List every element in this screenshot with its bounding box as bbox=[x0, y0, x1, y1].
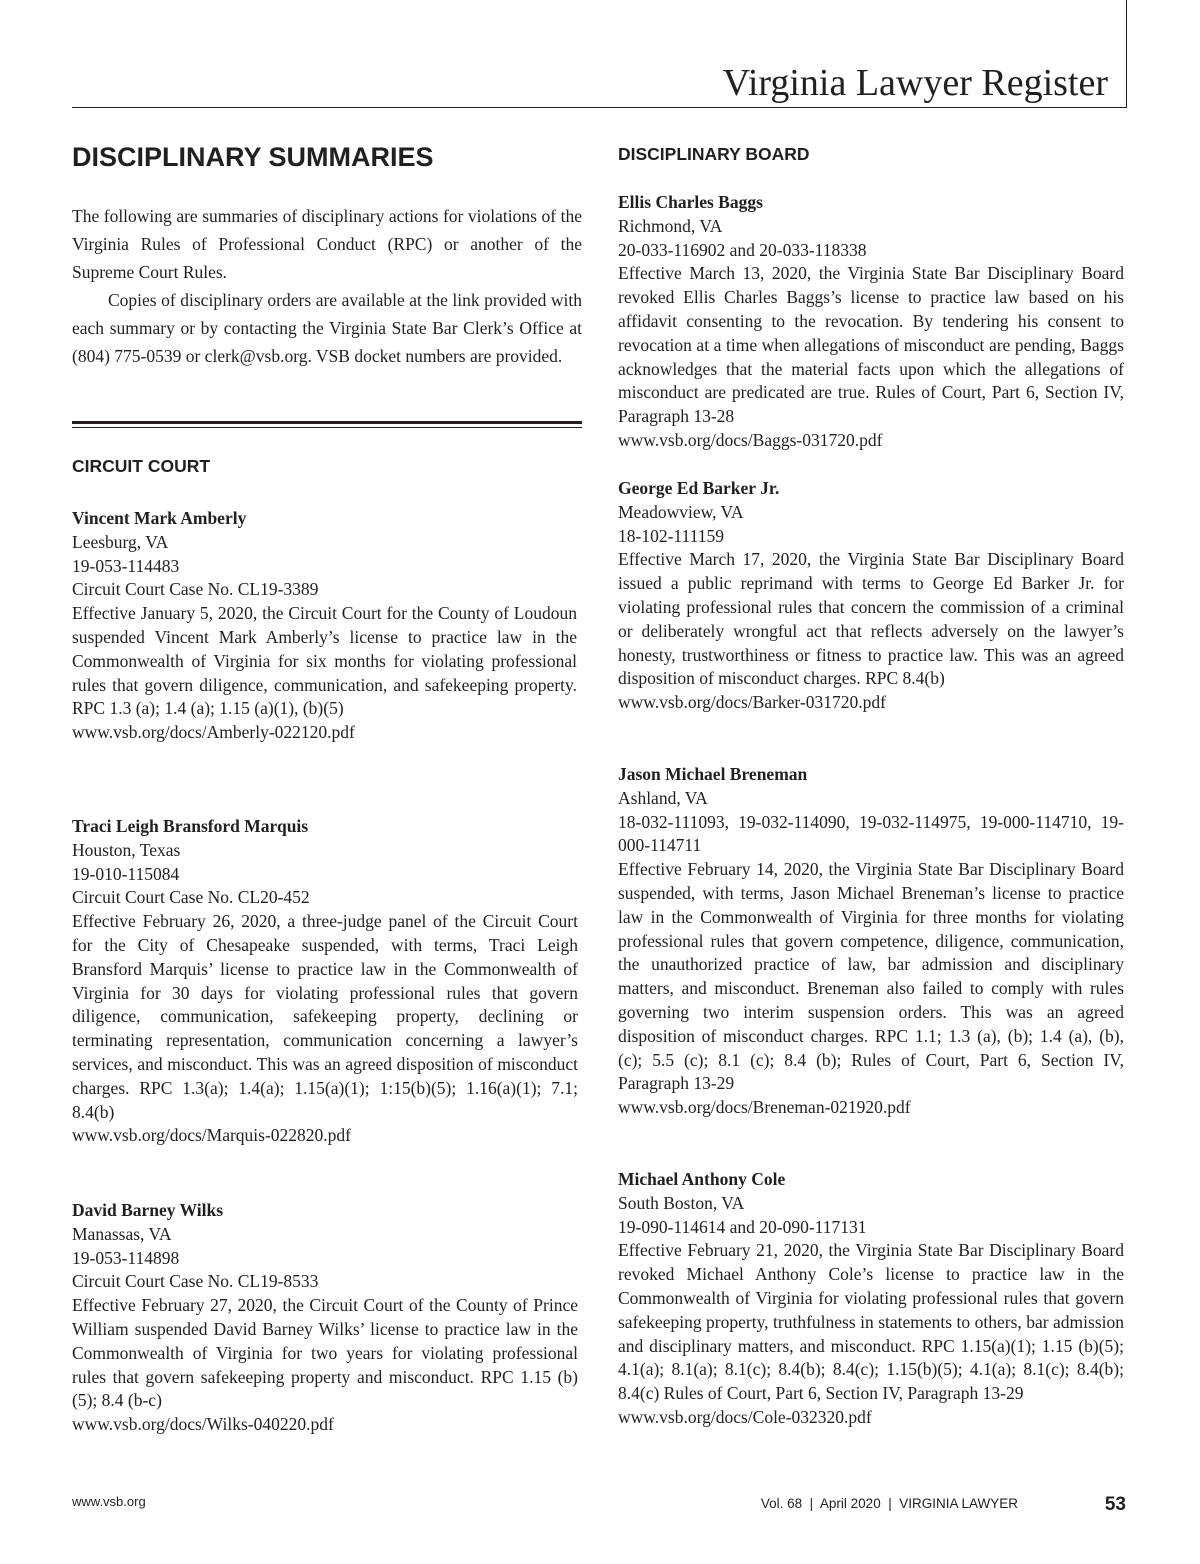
summary-text: Effective February 26, 2020, a three-judge panel of the Circuit Court for the City of Chesapeake suspended, with terms, Traci Leigh Bransford Marquis’ license to practice law in the Commonwealth of Virginia for 30 days for violating professional rules that govern diligence, communication, safekeeping property, declining or terminating representation, communication concerning a lawyer’s services, and misconduct. This was an agreed disposition of misconduct charges. RPC 1.3(a); 1.4(a); 1.15(a)(1); 1:15(b)(5); 1.16(a)(1); 7.1; 8.4(b) bbox=[72, 911, 578, 1122]
summary-text: Effective March 13, 2020, the Virginia State Bar Disciplinary Board revoked Ellis Charles Baggs’s license to practice law based on his affidavit consenting to the revocation. By tendering his consent to revocation at a time when allegations of misconduct are pending, Baggs acknowledges that the material facts upon which the allegations of misconduct are predicated are true. Rules of Court, Part 6, Section IV, Paragraph 13-28 bbox=[618, 263, 1124, 427]
order-link[interactable]: www.vsb.org/docs/Cole-032320.pdf bbox=[618, 1406, 872, 1427]
attorney-name: David Barney Wilks bbox=[72, 1200, 224, 1220]
entry-breneman bbox=[618, 763, 1124, 1120]
section-heading-disciplinary-board: DISCIPLINARY BOARD bbox=[618, 144, 810, 164]
summary-text: Effective March 17, 2020, the Virginia State Bar Disciplinary Board issued a public reprimand with terms to George Ed Barker Jr. for violating professional rules that concern the commission of a criminal or deliberately wrongful act that reflects adversely on the lawyer’s honesty, trustworthiness or fitness to practice law. This was an agreed disposition of misconduct charges. RPC 8.4(b) bbox=[618, 549, 1124, 689]
attorney-name: George Ed Barker Jr. bbox=[618, 478, 780, 498]
docket-number: 18-102-111159 bbox=[618, 525, 724, 546]
entry-barker bbox=[618, 477, 1124, 715]
attorney-name: Vincent Mark Amberly bbox=[72, 508, 247, 528]
attorney-location: Richmond, VA bbox=[618, 215, 723, 236]
case-number: Circuit Court Case No. CL20-452 bbox=[72, 887, 310, 908]
case-number: Circuit Court Case No. CL19-8533 bbox=[72, 1271, 319, 1292]
attorney-name: Traci Leigh Bransford Marquis bbox=[72, 816, 309, 836]
order-link[interactable]: www.vsb.org/docs/Barker-031720.pdf bbox=[618, 692, 886, 713]
attorney-location: Meadowview, VA bbox=[618, 501, 744, 522]
entry-amberly bbox=[72, 507, 577, 745]
docket-number: 20-033-116902 and 20-033-118338 bbox=[618, 239, 867, 260]
summary-text: Effective February 14, 2020, the Virginia State Bar Disciplinary Board suspended, with terms, Jason Michael Breneman’s license to practice law in the Commonwealth of Virginia for three months for violating professional rules that govern competence, diligence, communication, the unauthorized practice of law, bar admission and disciplinary matters, and misconduct. Breneman also failed to comply with rules governing two interim suspension orders. This was an agreed disposition of misconduct charges. RPC 1.1; 1.3 (a), (b); 1.4 (a), (b), (c); 5.5 (c); 8.1 (c); 8.4 (b); Rules of Court, Part 6, Section IV, Paragraph 13-29 bbox=[618, 859, 1124, 1094]
docket-number: 19-010-115084 bbox=[72, 863, 180, 884]
entry-baggs bbox=[618, 191, 1124, 453]
attorney-location: Leesburg, VA bbox=[72, 531, 169, 552]
attorney-location: Ashland, VA bbox=[618, 787, 708, 808]
running-title: Virginia Lawyer Register bbox=[722, 62, 1108, 104]
footer-site-link[interactable]: www.vsb.org bbox=[72, 1494, 146, 1509]
docket-number: 19-090-114614 and 20-090-117131 bbox=[618, 1216, 867, 1237]
footer-issue-info: Vol. 68 | April 2020 | VIRGINIA LAWYER bbox=[760, 1496, 1018, 1511]
docket-number: 18-032-111093, 19-032-114090, 19-032-114975, 19-000-114710, 19-000-114711 bbox=[618, 811, 1124, 856]
page-title: DISCIPLINARY SUMMARIES bbox=[72, 142, 434, 172]
intro-text bbox=[72, 202, 582, 370]
docket-number: 19-053-114898 bbox=[72, 1247, 180, 1268]
order-link[interactable]: www.vsb.org/docs/Wilks-040220.pdf bbox=[72, 1414, 334, 1435]
attorney-location: Houston, Texas bbox=[72, 839, 181, 860]
entry-cole bbox=[618, 1168, 1124, 1430]
summary-text: Effective February 27, 2020, the Circuit Court of the County of Prince William suspended David Barney Wilks’ license to practice law in the Commonwealth of Virginia for two years for violating professional rules that govern safekeeping property and misconduct. RPC 1.15 (b)(5); 8.4 (b-c) bbox=[72, 1295, 578, 1411]
section-divider bbox=[72, 421, 582, 428]
summary-text: Effective January 5, 2020, the Circuit Court for the County of Loudoun suspended Vincent Mark Amberly’s license to practice law in the Commonwealth of Virginia for six months for violating professional rules that govern diligence, communication, and safekeeping property. RPC 1.3 (a); 1.4 (a); 1.15 (a)(1), (b)(5) bbox=[72, 603, 577, 719]
order-link[interactable]: www.vsb.org/docs/Baggs-031720.pdf bbox=[618, 429, 883, 450]
order-link[interactable]: www.vsb.org/docs/Breneman-021920.pdf bbox=[618, 1097, 911, 1118]
header-horizontal-rule bbox=[72, 107, 1127, 108]
attorney-location: Manassas, VA bbox=[72, 1223, 172, 1244]
intro-paragraph-2: Copies of disciplinary orders are available at the link provided with each summary or by contacting the Virginia State Bar Clerk’s Office at (804) 775-0539 or clerk@vsb.org. VSB docket numbers are provided. bbox=[72, 290, 582, 366]
intro-paragraph-1: The following are summaries of disciplinary actions for violations of the Virginia Rules of Professional Conduct (RPC) or another of the Supreme Court Rules. bbox=[72, 206, 582, 282]
order-link[interactable]: www.vsb.org/docs/Marquis-022820.pdf bbox=[72, 1125, 352, 1146]
attorney-name: Ellis Charles Baggs bbox=[618, 192, 763, 212]
page-number: 53 bbox=[1104, 1494, 1126, 1515]
entry-marquis bbox=[72, 815, 578, 1148]
attorney-name: Jason Michael Breneman bbox=[618, 764, 808, 784]
summary-text: Effective February 21, 2020, the Virginia State Bar Disciplinary Board revoked Michael Anthony Cole’s license to practice law in the Commonwealth of Virginia for violating professional rules that govern safekeeping property, truthfulness in statements to others, bar admission and disciplinary matters, and misconduct. RPC 1.15(a)(1); 1.15 (b)(5); 4.1(a); 8.1(a); 8.1(c); 8.4(b); 8.4(c); 1.15(b)(5); 4.1(a); 8.1(c); 8.4(b); 8.4(c) Rules of Court, Part 6, Section IV, Paragraph 13-29 bbox=[618, 1240, 1124, 1404]
attorney-name: Michael Anthony Cole bbox=[618, 1169, 786, 1189]
attorney-location: South Boston, VA bbox=[618, 1192, 745, 1213]
section-heading-circuit-court: CIRCUIT COURT bbox=[72, 456, 211, 476]
order-link[interactable]: www.vsb.org/docs/Amberly-022120.pdf bbox=[72, 722, 355, 743]
header-vertical-rule bbox=[1126, 0, 1127, 108]
docket-number: 19-053-114483 bbox=[72, 555, 180, 576]
entry-wilks bbox=[72, 1199, 578, 1437]
case-number: Circuit Court Case No. CL19-3389 bbox=[72, 579, 319, 600]
